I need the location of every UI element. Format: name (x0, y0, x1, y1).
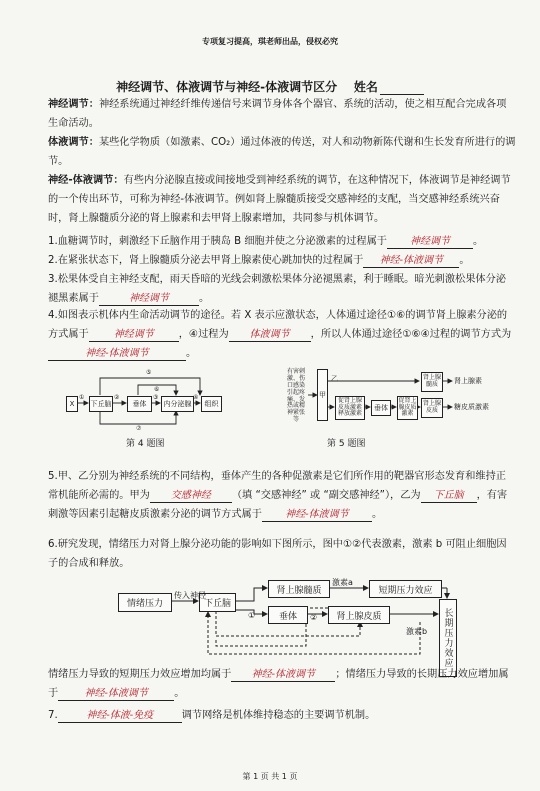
q7-text: 调节网络是机体维持稳态的主要调节机制。 (181, 710, 376, 721)
fig4-mark-3: ③ (153, 394, 159, 401)
q5-answer-c[interactable]: 神经-体液调节 (262, 508, 372, 522)
q1-end: 。 (473, 236, 484, 247)
fig5-stimulus: 有害刺激、伤口感染引起疼痛、发热或精神紧张等 (286, 367, 305, 424)
humoral-text: 某些化学物质（如激素、CO₂）通过体液的传送，对人和动物新陈代谢和生长发育所进行的调节。 (48, 137, 516, 167)
q4-end: 。 (186, 348, 197, 359)
fig4-node-x: X (66, 396, 78, 412)
fig4-mark-1: ① (79, 394, 85, 401)
fig4-mark-5: ⑤ (146, 369, 152, 376)
q3-answer[interactable]: 神经调节 (99, 292, 199, 306)
q6b-text-a: 情绪压力导致的短期压力效应增加均属于 (48, 669, 232, 680)
fig5-caption: 第 5 题图 (327, 439, 366, 449)
q6b-text-b: ；情绪压力导致的长期压力效应增加属于 (48, 669, 509, 699)
q7-number: 7. (48, 710, 58, 721)
q2-end: 。 (459, 255, 470, 266)
fig5-node-jia: 甲 (317, 369, 328, 421)
q2-answer[interactable]: 神经-体液调节 (363, 254, 459, 268)
fig6-node-short-term-effect: 短期压力效应 (369, 580, 442, 598)
q7-answer[interactable]: 神经-体液-免疫 (58, 709, 182, 723)
fig5-node-yi: 乙 (331, 375, 338, 383)
q2-text: 2.在紧张状态下，肾上腺髓质分泌去甲肾上腺素使心跳加快的过程属于 (48, 255, 364, 266)
q4-text-c: ，所以人体通过途径①⑥④过程的调节方式为 (310, 329, 512, 340)
fig5-node-adrenal-cortex: 肾上腺皮质 (421, 398, 443, 418)
fig6-node-adrenal-cortex: 肾上腺皮质 (328, 606, 390, 624)
q6b-end: 。 (174, 688, 185, 699)
q3-end: 。 (198, 293, 210, 304)
title-text: 神经调节、体液调节与神经-体液调节区分 (116, 80, 338, 94)
fig6-node-adrenal-medulla: 肾上腺髓质 (268, 580, 330, 598)
fig6-label-mark-1: ① (248, 611, 256, 620)
fig6-node-emotional-stress: 情绪压力 (118, 593, 172, 612)
mixed-term: 神经-体液调节： (48, 175, 124, 186)
q5-end: 。 (371, 509, 383, 520)
fig5-node-acth: 促肾上腺皮质激素 (397, 396, 418, 420)
fig4-node-endocrine-gland: 内分泌腺 (161, 396, 194, 412)
q4-answer-a[interactable]: 神经调节 (89, 328, 179, 342)
fig6-node-pituitary: 垂体 (268, 606, 308, 624)
q4-text-a: 4.如图表示机体内生命活动调节的途径。若 X 表示应激状态，人体通过途径①⑥的调节肾上腺素分泌的方式属于 (48, 310, 508, 340)
q4-answer-b[interactable]: 体液调节 (229, 328, 311, 342)
mixed-text: 有些内分泌腺直接或间接地受到神经系统的调节，在这种情况下，体液调节是神经调节的一个传出环节，可称为神经-体液调节。例如肾上腺髓质接受交感神经的支配，当交感神经系统兴奋时，肾上腺髓质分泌的肾上腺素和去甲肾上腺素增加，共同参与机体调节。 (48, 175, 511, 224)
q5-text-b: （填 “交感神经” 或 “副交感神经”），乙为 (231, 490, 421, 501)
fig5-output-adrenaline: 肾上腺素 (454, 377, 482, 385)
q6b-answer-b[interactable]: 神经-体液调节 (58, 687, 174, 701)
fig4-mark-2: ② (114, 394, 120, 401)
fig4-node-tissue: 组织 (201, 396, 222, 412)
question-7 (48, 706, 516, 725)
question-6-answers (48, 665, 516, 703)
fig5-output-glucocorticoid: 糖皮质激素 (454, 403, 489, 411)
q5-text-c: ，有害刺激等因素引起糖皮质激素分泌的调节方式属于 (48, 490, 508, 520)
fig4-caption: 第 4 题图 (126, 439, 165, 449)
name-label: 姓名 (353, 80, 378, 94)
fig4-node-pituitary: 垂体 (127, 396, 152, 412)
q6b-answer-a[interactable]: 神经-体液调节 (231, 668, 335, 682)
q6-text: 6.研究发现，情绪压力对肾上腺分泌功能的影响如下图所示，图中①②代表激素，激素 b 可阻止细胞因子的合成和释放。 (48, 539, 507, 569)
fig6-label-hormone-a: 激素a (332, 578, 353, 587)
page-footer: 第 1 页 共 1 页 (242, 772, 298, 781)
q1-text: 1.血糖调节时，刺激经下丘脑作用于胰岛 B 细胞并使之分泌激素的过程属于 (48, 236, 387, 247)
header-note: 专项复习提高，琪老师出品，侵权必究 (202, 37, 338, 46)
neural-term: 神经调节： (48, 99, 99, 110)
fig5-node-pituitary: 垂体 (371, 400, 391, 416)
fig5-node-adrenal-medulla: 肾上腺髓质 (421, 372, 443, 392)
q1-answer[interactable]: 神经调节 (387, 235, 473, 249)
fig5-node-crh: 促肾上腺皮质激素释放激素 (335, 396, 365, 420)
neural-text: 神经系统通过神经纤维传递信号来调节身体各个器官、系统的活动，使之相互配合完成各项生命活动。 (48, 99, 507, 129)
q4-text-b: ，④过程为 (178, 329, 229, 340)
q5-answer-a[interactable]: 交感神经 (150, 489, 232, 503)
fig4-node-hypothalamus: 下丘脑 (89, 396, 113, 412)
fig6-node-long-term-effect: 长期压力效应 (439, 599, 457, 677)
fig6-label-afferent-nerve: 传入神经 (174, 591, 206, 600)
fig6-label-mark-2: ② (310, 613, 318, 622)
fig6-label-hormone-b: 激素b (406, 627, 428, 636)
q5-answer-b[interactable]: 下丘脑 (421, 489, 477, 503)
q4-answer-c[interactable]: 神经-体液调节 (48, 347, 186, 361)
q5-text-a: 5.甲、乙分别为神经系统的不同结构，垂体产生的各种促激素是它们所作用的靶器官形态发育和维持正常机能所必需的。甲为 (48, 471, 506, 501)
fig6-node-hypothalamus: 下丘脑 (199, 593, 236, 612)
fig4-mark-7: ⑦ (136, 425, 142, 432)
q3-text: 3.松果体受自主神经支配，雨天昏暗的光线会刺激松果体分泌褪黑素，利于睡眠。暗光刺激松果体分泌褪黑素属于 (48, 274, 506, 304)
humoral-term: 体液调节： (48, 137, 99, 148)
fig4-mark-6: ⑥ (154, 386, 160, 393)
fig4-mark-4: ④ (193, 394, 199, 401)
